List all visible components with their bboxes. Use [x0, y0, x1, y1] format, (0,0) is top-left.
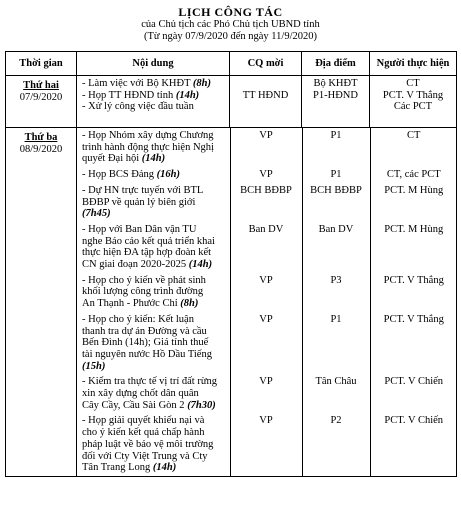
place-cell: P3 [302, 273, 370, 312]
list-item: - Làm việc với Bộ KHĐT (8h) [82, 78, 212, 89]
content-cell [77, 167, 230, 183]
person-cell: PCT. M Hùng [384, 184, 444, 196]
list-item: - Họp BCS Đảng (16h) [82, 169, 181, 181]
list-item: - Họp cho ý kiến về phát sinh khối lượng công trình đường An Thạnh - Phước Chỉ (8h) [82, 274, 206, 310]
host-cell: VP [230, 273, 302, 312]
content-cell [77, 312, 230, 375]
day-cell [6, 76, 77, 128]
day-name: Thứ ba [24, 132, 58, 143]
person-cell: CT [407, 130, 421, 141]
person-cell: PCT. V Thắng [383, 313, 444, 325]
list-item: - Họp với Ban Dân vận TU nghe Báo cáo kết quả triển khai thực hiện ĐA tập hợp đoàn kết CN giai đoạn 2020-2025 (14h) [82, 223, 215, 271]
table-row [77, 312, 457, 375]
list-item: - Kiểm tra thực tế vị trí đất rừng xin xây dựng chốt dân quân Cây Cầy, Cầu Sài Gòn 2 (7h30) [82, 376, 218, 411]
col-header-place: Địa điểm [302, 52, 370, 76]
schedule-date-range: (Từ ngày 07/9/2020 đến ngày 11/9/2020) [144, 31, 317, 42]
col-header-person: Người thực hiện [370, 52, 457, 76]
table-row [77, 222, 457, 273]
list-item: - Họp TT HĐND tỉnh (14h) [82, 89, 200, 101]
table-row [77, 413, 457, 476]
place-cell: P2 [302, 413, 370, 476]
host-cell: VP [230, 312, 302, 375]
host-cell: Ban DV [230, 222, 302, 273]
table-header-row [6, 52, 457, 76]
tuesday-items [77, 128, 457, 476]
schedule-subtitle: của Chủ tịch các Phó Chủ tịch UBND tỉnh [141, 19, 320, 30]
table-row-monday [6, 76, 457, 128]
person-cell: PCT. V Chiến [384, 376, 444, 388]
place-cell: Ban DV [302, 222, 370, 273]
tuesday-details [77, 128, 457, 477]
table-row [77, 183, 457, 222]
content-cell [77, 273, 230, 312]
table-row [77, 128, 457, 167]
table-row [77, 273, 457, 312]
person-cell: CT PCT. V Thắng Các PCT [370, 76, 457, 128]
person-cell: CT, các PCT [386, 169, 441, 181]
host-cell: VP [230, 128, 302, 167]
day-date: 08/9/2020 [19, 144, 63, 155]
table-row [77, 167, 457, 183]
place-cell: BCH BĐBP [302, 183, 370, 222]
list-item: - Họp Nhóm xây dựng Chương trình hành động thực hiện Nghị quyết Đại hội (14h) [82, 130, 214, 165]
schedule-title: LỊCH CÔNG TÁC [178, 5, 283, 19]
day-date: 07/9/2020 [19, 92, 63, 103]
table-row-tuesday [6, 128, 457, 477]
place-cell: P1 [302, 167, 370, 183]
col-header-content: Nội dung [77, 52, 230, 76]
content-cell [77, 128, 230, 167]
day-name: Thứ hai [23, 80, 59, 91]
person-cell: PCT. M Hùng [384, 223, 444, 235]
place-cell: Bộ KHĐT P1-HĐND [302, 76, 370, 128]
list-item: - Họp giải quyết khiếu nại và cho ý kiến kết quả chấp hành pháp luật về bảo vệ môi trường đối với Cty Việt Trung và Cty Tân Trang Long (14h) [82, 415, 214, 474]
host-cell: VP [230, 167, 302, 183]
content-cell [77, 222, 230, 273]
content-cell [77, 374, 230, 413]
col-header-time: Thời gian [6, 52, 77, 76]
place-cell: P1 [302, 312, 370, 375]
place-cell: Tân Châu [302, 374, 370, 413]
day-cell [6, 128, 77, 477]
list-item: - Họp cho ý kiến: Kết luận thanh tra dự án Đường và cầu Bến Đình (14h); Giá tính thuế tài nguyên nước Hồ Dầu Tiếng (15h) [82, 313, 212, 372]
content-cell [77, 183, 230, 222]
host-cell: VP [230, 374, 302, 413]
table-row [77, 374, 457, 413]
col-header-host: CQ mời [230, 52, 302, 76]
content-cell [77, 76, 230, 128]
schedule-table [5, 51, 457, 477]
list-item: - Dự HN trực tuyến với BTL BĐBP về quản lý biên giới (7h45) [82, 184, 204, 220]
host-cell: TT HĐND [230, 76, 302, 128]
host-cell: VP [230, 413, 302, 476]
person-cell: PCT. V Chiến [384, 415, 444, 427]
place-cell: P1 [302, 128, 370, 167]
person-cell: PCT. V Thắng [383, 274, 444, 286]
list-item: - Xử lý công việc đầu tuần [82, 101, 194, 113]
schedule-header [0, 0, 461, 50]
content-cell [77, 413, 230, 476]
host-cell: BCH BĐBP [230, 183, 302, 222]
